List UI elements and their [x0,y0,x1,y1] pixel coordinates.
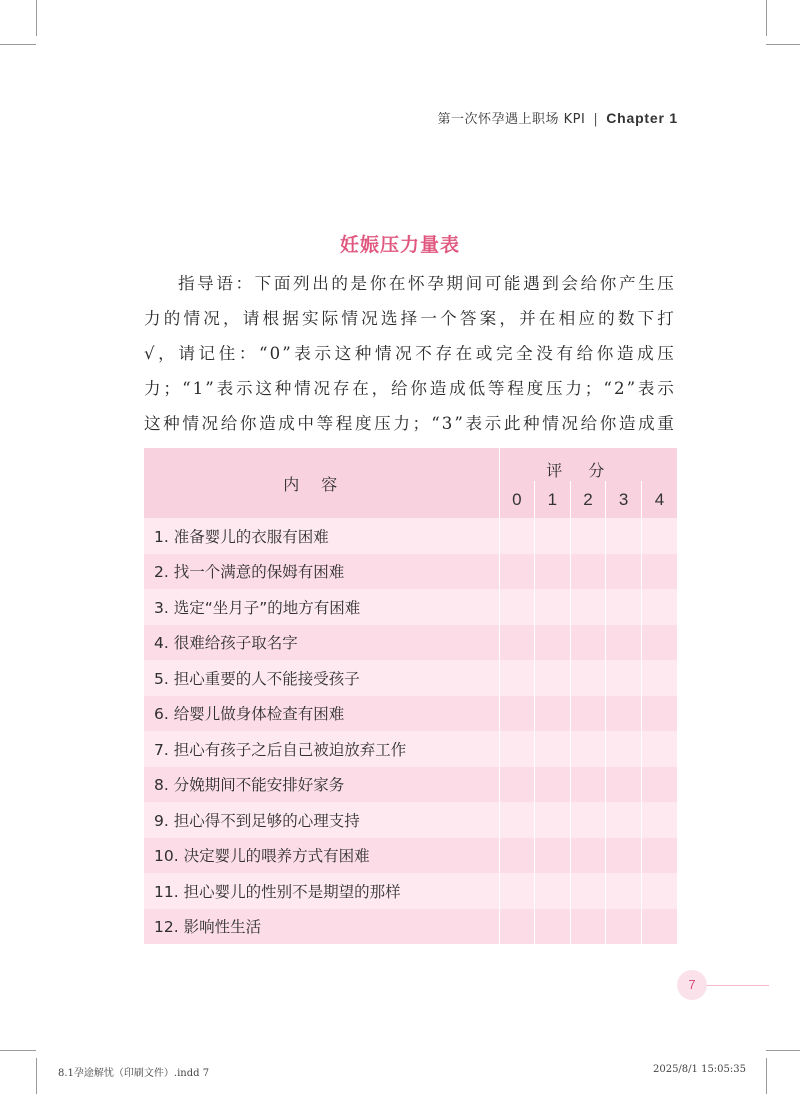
score-cell-4[interactable] [641,518,677,554]
score-cell-1[interactable] [535,660,571,696]
score-cell-4[interactable] [641,554,677,590]
crop-mark [36,0,37,36]
score-cell-3[interactable] [606,909,642,945]
score-cell-4[interactable] [641,625,677,661]
score-cell-0[interactable] [499,554,535,590]
score-cell-0[interactable] [499,838,535,874]
score-cell-2[interactable] [570,731,606,767]
score-cell-0[interactable] [499,873,535,909]
print-slug-file: 8.1孕途解忧（印刷文件）.indd 7 [58,1068,210,1079]
score-cell-3[interactable] [606,696,642,732]
score-cell-0[interactable] [499,731,535,767]
table-row [144,873,677,909]
score-cell-1[interactable] [535,625,571,661]
table-row [144,731,677,767]
score-cell-4[interactable] [641,909,677,945]
score-cell-3[interactable] [606,767,642,803]
score-cell-2[interactable] [570,838,606,874]
item-label: 3. 选定“坐月子”的地方有困难 [144,589,499,625]
score-cell-1[interactable] [535,909,571,945]
page-number-rule [707,985,769,986]
score-cell-2[interactable] [570,554,606,590]
score-cell-3[interactable] [606,731,642,767]
score-cell-2[interactable] [570,802,606,838]
score-cell-0[interactable] [499,696,535,732]
item-label: 4. 很难给孩子取名字 [144,625,499,661]
score-cell-4[interactable] [641,767,677,803]
item-label: 6. 给婴儿做身体检查有困难 [144,696,499,732]
chapter-label: Chapter 1 [606,110,678,126]
score-cell-2[interactable] [570,660,606,696]
score-cell-0[interactable] [499,802,535,838]
score-cell-2[interactable] [570,589,606,625]
score-cell-1[interactable] [535,731,571,767]
score-cell-3[interactable] [606,589,642,625]
score-column-3: 3 [606,481,642,518]
item-label: 11. 担心婴儿的性别不是期望的那样 [144,873,499,909]
table-row [144,589,677,625]
table-row [144,838,677,874]
item-label: 9. 担心得不到足够的心理支持 [144,802,499,838]
item-label: 8. 分娩期间不能安排好家务 [144,767,499,803]
score-cell-4[interactable] [641,873,677,909]
item-label: 10. 决定婴儿的喂养方式有困难 [144,838,499,874]
item-label: 12. 影响性生活 [144,909,499,945]
crop-mark [766,1058,767,1094]
score-cell-2[interactable] [570,767,606,803]
score-column-1: 1 [535,481,571,518]
score-cell-0[interactable] [499,625,535,661]
score-cell-4[interactable] [641,838,677,874]
item-label: 5. 担心重要的人不能接受孩子 [144,660,499,696]
score-cell-4[interactable] [641,589,677,625]
score-cell-2[interactable] [570,909,606,945]
score-cell-0[interactable] [499,909,535,945]
crop-mark [36,1058,37,1094]
score-cell-0[interactable] [499,589,535,625]
score-cell-2[interactable] [570,625,606,661]
score-cell-4[interactable] [641,731,677,767]
score-cell-1[interactable] [535,518,571,554]
score-cell-4[interactable] [641,696,677,732]
item-label: 7. 担心有孩子之后自己被迫放弃工作 [144,731,499,767]
stress-scale-table [144,448,677,944]
content-header: 内容 [144,448,499,518]
score-header: 评分 [499,448,677,481]
score-cell-1[interactable] [535,589,571,625]
table-row [144,625,677,661]
page-number: 7 [677,970,707,1000]
score-cell-1[interactable] [535,554,571,590]
print-slug-timestamp: 2025/8/1 15:05:35 [652,1064,746,1075]
table-row [144,554,677,590]
score-column-4: 4 [641,481,677,518]
score-cell-2[interactable] [570,873,606,909]
score-cell-1[interactable] [535,838,571,874]
score-cell-2[interactable] [570,518,606,554]
score-column-2: 2 [570,481,606,518]
book-title: 第一次怀孕遇上职场 KPI [437,112,586,127]
score-cell-1[interactable] [535,767,571,803]
score-cell-0[interactable] [499,660,535,696]
score-cell-4[interactable] [641,802,677,838]
table-row [144,802,677,838]
score-cell-0[interactable] [499,767,535,803]
crop-mark [766,0,767,36]
page-title: 妊娠压力量表 [339,234,460,256]
header-separator: | [593,112,599,127]
table-row [144,660,677,696]
score-cell-3[interactable] [606,554,642,590]
score-cell-3[interactable] [606,838,642,874]
running-head [437,108,678,127]
score-cell-2[interactable] [570,696,606,732]
intro-paragraph: 指导语：下面列出的是你在怀孕期间可能遇到会给你产生压力的情况，请根据实际情况选择一个答案，并在相应的数下打√，请记住：“0”表示这种情况不存在或完全没有给你造成压力；“1”表示这种情况存在，给你造成低等程度压力；“2”表示这种情况给你造成中等程度压力；“3”表示此种情况给你造成重 [144,274,676,433]
table-row [144,518,677,554]
score-column-0: 0 [499,481,535,518]
score-cell-4[interactable] [641,660,677,696]
crop-mark [0,44,36,45]
item-label: 1. 准备婴儿的衣服有困难 [144,518,499,554]
crop-mark [766,44,800,45]
score-cell-3[interactable] [606,873,642,909]
crop-mark [0,1050,36,1051]
score-cell-3[interactable] [606,625,642,661]
score-cell-1[interactable] [535,873,571,909]
score-cell-0[interactable] [499,518,535,554]
score-cell-1[interactable] [535,802,571,838]
crop-mark [766,1050,800,1051]
score-cell-3[interactable] [606,802,642,838]
score-cell-1[interactable] [535,696,571,732]
table-row [144,767,677,803]
score-cell-3[interactable] [606,518,642,554]
item-label: 2. 找一个满意的保姆有困难 [144,554,499,590]
table-row [144,696,677,732]
table-row [144,909,677,945]
score-cell-3[interactable] [606,660,642,696]
